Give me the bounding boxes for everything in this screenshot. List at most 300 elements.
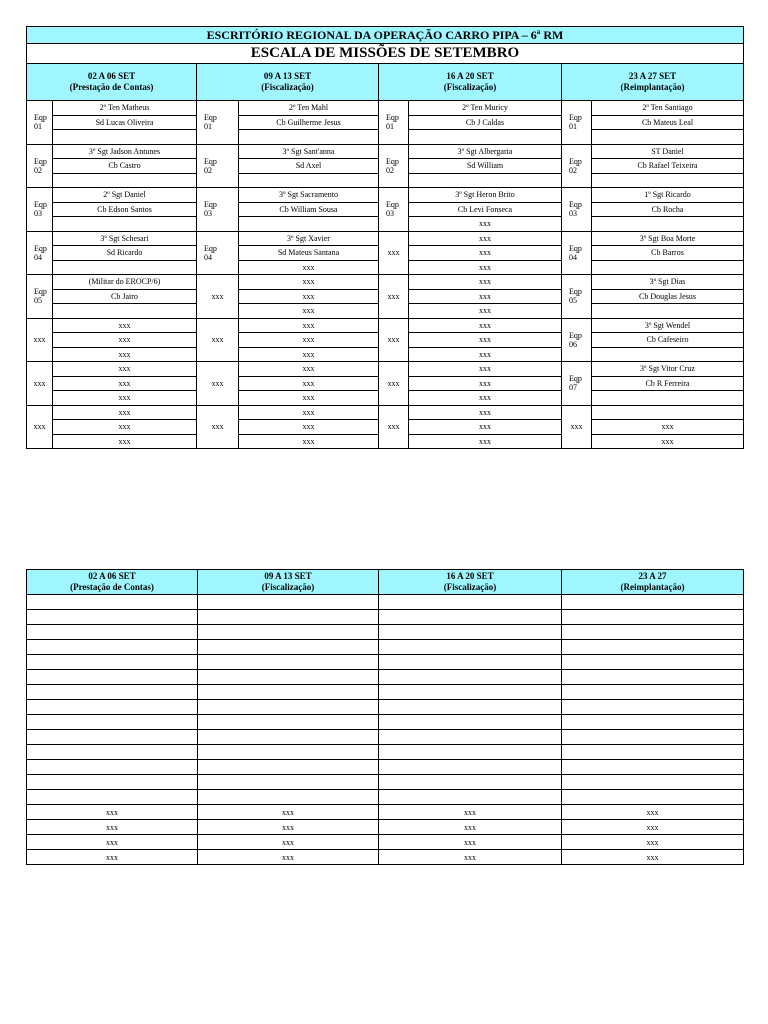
- member-cell: 3º Sgt Sacramento: [239, 188, 379, 203]
- team-label-line: 01: [569, 122, 577, 132]
- team-label: [379, 275, 409, 319]
- column-header: [197, 64, 379, 101]
- team-label-line: xxx: [387, 378, 400, 388]
- member-cell: [592, 405, 744, 420]
- member-cell: [409, 173, 562, 188]
- table-row: [27, 101, 744, 116]
- schedule-cell: [379, 775, 562, 790]
- team-label-line: 01: [386, 122, 394, 132]
- schedule-cell: [379, 640, 562, 655]
- member-cell: Cb Cafeseiro: [592, 333, 744, 348]
- member-cell: [592, 173, 744, 188]
- member-cell: Sd Axel: [239, 159, 379, 174]
- table-row: [27, 362, 744, 377]
- schedule-cell: xxx: [562, 850, 744, 865]
- team-label: [379, 231, 409, 275]
- schedule-cell: xxx: [379, 820, 562, 835]
- schedule-cell: xxx: [198, 805, 379, 820]
- member-cell: Cb William Sousa: [239, 202, 379, 217]
- schedule-cell: [27, 775, 198, 790]
- team-label: [197, 231, 239, 275]
- member-cell: [53, 130, 197, 145]
- schedule-cell: [27, 610, 198, 625]
- member-cell: 3º Sgt Vitor Cruz: [592, 362, 744, 377]
- table-row: [27, 144, 744, 159]
- schedule-cell: [198, 700, 379, 715]
- member-cell: [239, 217, 379, 232]
- team-label-line: xxx: [387, 291, 400, 301]
- member-cell: 3º Sgt Sant'anna: [239, 144, 379, 159]
- member-cell: Sd William: [409, 159, 562, 174]
- table-row: [27, 188, 744, 203]
- team-label-line: 03: [204, 209, 212, 219]
- team-label-line: Eqp: [34, 243, 47, 253]
- team-label-line: xxx: [211, 378, 224, 388]
- schedule-cell: [27, 715, 198, 730]
- member-cell: [592, 130, 744, 145]
- schedule-cell: xxx: [27, 850, 198, 865]
- schedule-cell: xxx: [562, 805, 744, 820]
- member-cell: xxx: [592, 434, 744, 449]
- member-cell: [239, 130, 379, 145]
- schedule-cell: [562, 760, 744, 775]
- team-label-line: 04: [34, 252, 42, 262]
- team-label: [197, 188, 239, 232]
- team-label: [562, 275, 592, 319]
- schedule-cell: [562, 775, 744, 790]
- member-cell: Cb Rocha: [592, 202, 744, 217]
- member-cell: xxx: [53, 347, 197, 362]
- member-cell: Sd Lucas Oliveira: [53, 115, 197, 130]
- member-cell: 3º Sgt Wendel: [592, 318, 744, 333]
- office-title: ESCRITÓRIO REGIONAL DA OPERAÇÃO CARRO PIPA – 6ª RM: [27, 27, 744, 44]
- schedule-cell: xxx: [379, 850, 562, 865]
- team-label-line: Eqp: [204, 156, 217, 166]
- schedule-cell: [198, 625, 379, 640]
- team-label-line: Eqp: [34, 287, 47, 297]
- schedule-cell: [562, 640, 744, 655]
- table-row: [27, 318, 744, 333]
- table-row: [27, 835, 744, 850]
- member-cell: xxx: [53, 434, 197, 449]
- team-label-line: Eqp: [569, 113, 582, 123]
- member-cell: [53, 304, 197, 319]
- member-cell: xxx: [409, 289, 562, 304]
- schedule-cell: [562, 655, 744, 670]
- mission-type: (Reimplantação): [620, 82, 685, 92]
- member-cell: xxx: [409, 275, 562, 290]
- table-row: [27, 730, 744, 745]
- team-label-line: 02: [569, 165, 577, 175]
- mission-type: (Prestação de Contas): [69, 82, 154, 92]
- member-cell: 3º Sgt Xavier: [239, 231, 379, 246]
- team-label-line: Eqp: [569, 374, 582, 384]
- member-cell: 3º Sgt Jadson Antunes: [53, 144, 197, 159]
- member-cell: Cb Barros: [592, 246, 744, 261]
- member-cell: Cb Castro: [53, 159, 197, 174]
- schedule-cell: [198, 595, 379, 610]
- table-row: [27, 700, 744, 715]
- member-cell: 2º Ten Muricy: [409, 101, 562, 116]
- team-label: [197, 275, 239, 319]
- team-label-line: 02: [204, 165, 212, 175]
- member-cell: xxx: [409, 304, 562, 319]
- table-row: [27, 805, 744, 820]
- member-cell: xxx: [409, 333, 562, 348]
- schedule-cell: [27, 700, 198, 715]
- member-cell: xxx: [239, 347, 379, 362]
- member-cell: xxx: [409, 260, 562, 275]
- team-label: [379, 405, 409, 449]
- team-label-line: 04: [569, 252, 577, 262]
- team-label-line: 06: [569, 339, 577, 349]
- member-cell: xxx: [53, 362, 197, 377]
- member-cell: Cb Guilherme Jesus: [239, 115, 379, 130]
- member-cell: xxx: [409, 231, 562, 246]
- team-label: [562, 405, 592, 449]
- schedule-cell: [198, 670, 379, 685]
- schedule-cell: [562, 610, 744, 625]
- schedule-cell: [198, 685, 379, 700]
- schedule-cell: xxx: [379, 805, 562, 820]
- table-row: [27, 850, 744, 865]
- schedule-cell: xxx: [27, 805, 198, 820]
- column-header: [27, 64, 197, 101]
- schedule-cell: [379, 655, 562, 670]
- team-label: [197, 144, 239, 188]
- member-cell: 3º Sgt Schesari: [53, 231, 197, 246]
- member-cell: xxx: [409, 391, 562, 406]
- schedule-cell: [379, 715, 562, 730]
- schedule-cell: [562, 625, 744, 640]
- column-header: [379, 64, 562, 101]
- period-dates: 16 A 20 SET: [446, 71, 494, 81]
- schedule-cell: [27, 730, 198, 745]
- member-cell: Sd Ricardo: [53, 246, 197, 261]
- schedule-cell: [379, 745, 562, 760]
- team-label-line: Eqp: [204, 113, 217, 123]
- team-label: [379, 144, 409, 188]
- schedule-cell: [198, 730, 379, 745]
- table-row: [27, 655, 744, 670]
- team-label: [379, 188, 409, 232]
- mission-type: (Reimplantação): [620, 582, 685, 592]
- member-cell: xxx: [239, 362, 379, 377]
- schedule-cell: xxx: [379, 835, 562, 850]
- member-cell: xxx: [53, 391, 197, 406]
- period-dates: 23 A 27 SET: [628, 71, 677, 81]
- schedule-cell: xxx: [562, 835, 744, 850]
- team-label: [27, 188, 53, 232]
- table-row: [27, 715, 744, 730]
- member-cell: [53, 217, 197, 232]
- schedule-cell: [562, 790, 744, 805]
- schedule-title: ESCALA DE MISSÕES DE SETEMBRO: [27, 44, 744, 64]
- team-label-line: xxx: [387, 248, 400, 258]
- member-cell: xxx: [409, 246, 562, 261]
- column-header: [27, 570, 198, 595]
- team-label: [27, 362, 53, 406]
- member-cell: xxx: [239, 434, 379, 449]
- member-cell: [53, 260, 197, 275]
- schedule-cell: [27, 745, 198, 760]
- member-cell: [239, 173, 379, 188]
- team-label: [27, 275, 53, 319]
- member-cell: 2º Ten Matheus: [53, 101, 197, 116]
- member-cell: xxx: [239, 289, 379, 304]
- team-label-line: Eqp: [569, 330, 582, 340]
- schedule-cell: [562, 685, 744, 700]
- member-cell: Cb Rafael Teixeira: [592, 159, 744, 174]
- team-label-line: 01: [34, 122, 42, 132]
- schedule-cell: [198, 760, 379, 775]
- member-cell: xxx: [53, 405, 197, 420]
- team-label: [562, 188, 592, 232]
- team-label-line: 03: [386, 209, 394, 219]
- member-cell: 2º Sgt Daniel: [53, 188, 197, 203]
- team-label: [562, 101, 592, 145]
- member-cell: 2º Ten Santiago: [592, 101, 744, 116]
- team-label: [562, 231, 592, 275]
- member-cell: [592, 304, 744, 319]
- team-label: [379, 362, 409, 406]
- member-cell: Cb R Ferreira: [592, 376, 744, 391]
- blank-schedule-table: [26, 569, 744, 865]
- schedule-cell: [27, 685, 198, 700]
- schedule-cell: xxx: [198, 850, 379, 865]
- team-label-line: 02: [34, 165, 42, 175]
- member-cell: xxx: [409, 318, 562, 333]
- member-cell: Cb Jairo: [53, 289, 197, 304]
- team-label-line: Eqp: [569, 156, 582, 166]
- column-header: [562, 64, 744, 101]
- column-header: [379, 570, 562, 595]
- member-cell: 2º Ten Mahl: [239, 101, 379, 116]
- member-cell: Cb J Caldas: [409, 115, 562, 130]
- team-label-line: 03: [569, 209, 577, 219]
- team-label-line: Eqp: [204, 200, 217, 210]
- member-cell: xxx: [239, 275, 379, 290]
- team-label-line: 04: [204, 252, 212, 262]
- period-dates: 09 A 13 SET: [263, 71, 312, 81]
- schedule-cell: [27, 640, 198, 655]
- table-row: [27, 405, 744, 420]
- schedule-cell: [198, 655, 379, 670]
- member-cell: 3º Sgt Dias: [592, 275, 744, 290]
- team-label-line: 02: [386, 165, 394, 175]
- period-dates: 16 A 20 SET: [446, 571, 494, 581]
- schedule-cell: [379, 610, 562, 625]
- team-label-line: Eqp: [386, 113, 399, 123]
- schedule-cell: [379, 625, 562, 640]
- member-cell: Cb Douglas Jesus: [592, 289, 744, 304]
- schedule-cell: xxx: [27, 820, 198, 835]
- table-row: [27, 231, 744, 246]
- team-label-line: 05: [34, 296, 42, 306]
- schedule-cell: [27, 655, 198, 670]
- schedule-cell: [379, 700, 562, 715]
- team-label-line: 07: [569, 383, 577, 393]
- schedule-cell: xxx: [562, 820, 744, 835]
- member-cell: xxx: [239, 304, 379, 319]
- member-cell: xxx: [239, 260, 379, 275]
- member-cell: xxx: [239, 318, 379, 333]
- schedule-cell: [27, 595, 198, 610]
- team-label-line: 01: [204, 122, 212, 132]
- schedule-cell: [27, 760, 198, 775]
- member-cell: [592, 217, 744, 232]
- member-cell: ST Daniel: [592, 144, 744, 159]
- member-cell: xxx: [53, 318, 197, 333]
- schedule-cell: [27, 625, 198, 640]
- team-label: [27, 231, 53, 275]
- team-label: [379, 318, 409, 362]
- team-label-line: xxx: [211, 291, 224, 301]
- team-label-line: Eqp: [34, 200, 47, 210]
- member-cell: xxx: [409, 362, 562, 377]
- member-cell: xxx: [53, 420, 197, 435]
- team-label-line: xxx: [211, 422, 224, 432]
- table-row: [27, 595, 744, 610]
- team-label-line: xxx: [33, 335, 46, 345]
- member-cell: [409, 130, 562, 145]
- member-cell: xxx: [592, 420, 744, 435]
- member-cell: xxx: [53, 376, 197, 391]
- member-cell: Cb Edson Santos: [53, 202, 197, 217]
- schedule-cell: [379, 685, 562, 700]
- team-label-line: Eqp: [34, 156, 47, 166]
- member-cell: xxx: [409, 347, 562, 362]
- team-label-line: xxx: [387, 422, 400, 432]
- member-cell: [592, 391, 744, 406]
- schedule-cell: [198, 610, 379, 625]
- mission-schedule-table: [26, 26, 744, 449]
- team-label: [27, 318, 53, 362]
- member-cell: 3º Sgt Albergaria: [409, 144, 562, 159]
- member-cell: xxx: [239, 405, 379, 420]
- team-label-line: Eqp: [569, 200, 582, 210]
- member-cell: (Militar do EROCP/6): [53, 275, 197, 290]
- schedule-cell: [562, 700, 744, 715]
- mission-type: (Fiscalização): [443, 582, 497, 592]
- table-row: [27, 760, 744, 775]
- member-cell: xxx: [53, 333, 197, 348]
- member-cell: xxx: [239, 420, 379, 435]
- mission-type: (Fiscalização): [443, 82, 497, 92]
- member-cell: xxx: [239, 376, 379, 391]
- team-label-line: Eqp: [569, 243, 582, 253]
- table-row: [27, 685, 744, 700]
- member-cell: xxx: [409, 420, 562, 435]
- team-label-line: Eqp: [204, 243, 217, 253]
- table-row: [27, 625, 744, 640]
- schedule-cell: [27, 670, 198, 685]
- period-dates: 02 A 06 SET: [87, 71, 136, 81]
- member-cell: 3º Sgt Heron Brito: [409, 188, 562, 203]
- schedule-cell: [562, 745, 744, 760]
- team-label-line: xxx: [387, 335, 400, 345]
- schedule-cell: [562, 715, 744, 730]
- period-dates: 23 A 27: [638, 571, 667, 581]
- schedule-cell: [379, 760, 562, 775]
- team-label: [379, 101, 409, 145]
- schedule-cell: [198, 715, 379, 730]
- member-cell: 1º Sgt Ricardo: [592, 188, 744, 203]
- team-label: [27, 144, 53, 188]
- schedule-cell: xxx: [27, 835, 198, 850]
- schedule-cell: [379, 790, 562, 805]
- schedule-cell: [562, 595, 744, 610]
- team-label-line: xxx: [33, 378, 46, 388]
- team-label: [197, 405, 239, 449]
- team-label: [562, 362, 592, 406]
- member-cell: xxx: [409, 376, 562, 391]
- team-label: [27, 101, 53, 145]
- member-cell: xxx: [409, 217, 562, 232]
- team-label-line: xxx: [33, 422, 46, 432]
- column-header: [562, 570, 744, 595]
- team-label: [562, 318, 592, 362]
- team-label-line: xxx: [570, 422, 583, 432]
- member-cell: Cb Levi Fonseca: [409, 202, 562, 217]
- team-label: [562, 144, 592, 188]
- schedule-cell: [27, 790, 198, 805]
- member-cell: xxx: [239, 391, 379, 406]
- team-label: [197, 101, 239, 145]
- team-label: [27, 405, 53, 449]
- team-label: [197, 362, 239, 406]
- schedule-cell: [198, 640, 379, 655]
- team-label-line: xxx: [211, 335, 224, 345]
- member-cell: xxx: [409, 434, 562, 449]
- table-row: [27, 775, 744, 790]
- schedule-cell: [379, 730, 562, 745]
- table-row: [27, 670, 744, 685]
- team-label: [197, 318, 239, 362]
- period-dates: 09 A 13 SET: [264, 571, 312, 581]
- team-label-line: Eqp: [569, 287, 582, 297]
- member-cell: [592, 347, 744, 362]
- table-row: [27, 640, 744, 655]
- table-row: [27, 820, 744, 835]
- member-cell: [592, 260, 744, 275]
- mission-type: (Fiscalização): [261, 82, 314, 92]
- member-cell: xxx: [409, 405, 562, 420]
- schedule-cell: [198, 745, 379, 760]
- table-row: [27, 275, 744, 290]
- table-row: [27, 610, 744, 625]
- schedule-cell: [562, 670, 744, 685]
- member-cell: Sd Mateus Santana: [239, 246, 379, 261]
- team-label-line: Eqp: [386, 200, 399, 210]
- schedule-cell: xxx: [198, 835, 379, 850]
- member-cell: 3º Sgt Boa Morte: [592, 231, 744, 246]
- member-cell: [53, 173, 197, 188]
- schedule-cell: [198, 790, 379, 805]
- column-header: [198, 570, 379, 595]
- schedule-cell: [198, 775, 379, 790]
- schedule-cell: [562, 730, 744, 745]
- schedule-cell: xxx: [198, 820, 379, 835]
- table-row: [27, 790, 744, 805]
- member-cell: xxx: [239, 333, 379, 348]
- schedule-cell: [379, 670, 562, 685]
- table-row: [27, 745, 744, 760]
- mission-type: (Fiscalização): [261, 582, 315, 592]
- member-cell: Cb Mateus Leal: [592, 115, 744, 130]
- team-label-line: Eqp: [386, 156, 399, 166]
- schedule-cell: [379, 595, 562, 610]
